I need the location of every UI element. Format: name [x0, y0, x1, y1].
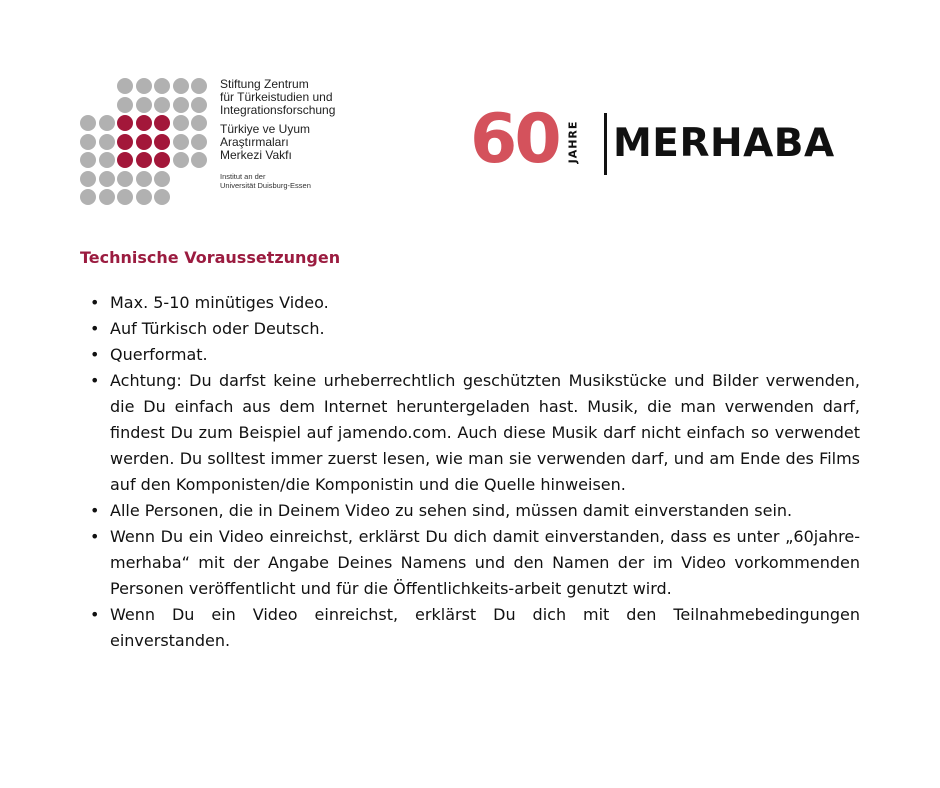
logo-dot-gray — [80, 189, 96, 205]
logo-dot-gray — [99, 171, 115, 187]
logo-dot-gray — [117, 78, 133, 94]
zfti-logo — [80, 78, 370, 208]
requirement-item: • Achtung: Du darfst keine urheberrechtlich geschützten Musikstücke und Bilder verwenden, die Du einfach aus dem Internet heruntergeladen hast. Musik, die man verwenden darf, findest Du zum Beispiel auf jamendo.com. Auch diese Musik darf nicht einfach so verwendet werden. Du solltest immer zuerst lesen, wie man sie verwenden darf, und am Ende des Films auf den Komponisten/die Komponistin und die Quelle hinweisen. — [110, 368, 860, 498]
logo-dot-gray — [80, 115, 96, 131]
logo-dot-red — [117, 134, 133, 150]
logo-dot-red — [117, 115, 133, 131]
institute-line: Universität Duisburg-Essen — [220, 180, 311, 190]
org-name-de-line: für Türkeistudien und — [220, 90, 333, 104]
logo-dot-gray — [173, 152, 189, 168]
logo-dot-gray — [136, 171, 152, 187]
logo-dot-gray — [99, 115, 115, 131]
logo-dot-gray — [173, 97, 189, 113]
logo-dot-gray — [136, 189, 152, 205]
logo-dot-gray — [136, 78, 152, 94]
requirement-item: • Alle Personen, die in Deinem Video zu sehen sind, müssen damit einverstanden sein. — [110, 498, 860, 524]
requirement-item: • Auf Türkisch oder Deutsch. — [110, 316, 860, 342]
logo-dot-gray — [80, 171, 96, 187]
logo-dot-red — [117, 152, 133, 168]
logo-dot-gray — [99, 134, 115, 150]
logo-dot-gray — [117, 97, 133, 113]
requirement-item: • Max. 5-10 minütiges Video. — [110, 290, 860, 316]
logo-dot-gray — [117, 189, 133, 205]
logo-dot-gray — [136, 97, 152, 113]
logo-dot-red — [154, 115, 170, 131]
logo-merhaba: MERHABA — [613, 121, 835, 166]
logo-dot-gray — [154, 189, 170, 205]
logo-dot-gray — [154, 171, 170, 187]
org-name-tr-line: Türkiye ve Uyum — [220, 122, 311, 136]
section-title: Technische Voraussetzungen — [80, 248, 341, 267]
logo-number-60: 60 — [470, 100, 559, 179]
60-jahre-merhaba-logo — [470, 100, 865, 180]
logo-dot-gray — [154, 97, 170, 113]
logo-dot-gray — [99, 189, 115, 205]
org-name-tr-line: Araştırmaları — [220, 135, 289, 149]
logo-jahre: JAHRE — [566, 120, 580, 164]
requirements-list — [80, 290, 860, 654]
requirement-item: • Wenn Du ein Video einreichst, erklärst Du dich damit einverstanden, dass es unter „60jahre-merhaba“ mit der Angabe Deines Namens und den Namen der im Video vorkommenden Personen veröffentlicht und für die Öffentlichkeits-arbeit genutzt wird. — [110, 524, 860, 602]
org-name-de-line: Integrationsforschung — [220, 103, 336, 117]
logo-dot-red — [136, 134, 152, 150]
logo-dot-gray — [117, 171, 133, 187]
org-name-tr-line: Merkezi Vakfı — [220, 148, 292, 162]
logo-dot-gray — [191, 78, 207, 94]
zfti-dot-mark — [80, 78, 220, 208]
logo-dot-gray — [99, 152, 115, 168]
logo-dot-gray — [191, 134, 207, 150]
logo-dot-gray — [173, 115, 189, 131]
logo-dot-gray — [191, 115, 207, 131]
logo-divider — [604, 113, 607, 175]
zfti-name — [220, 78, 335, 190]
requirement-item: • Wenn Du ein Video einreichst, erklärst Du dich mit den Teilnahmebedingungen einverstanden. — [110, 602, 860, 654]
logo-dot-gray — [154, 78, 170, 94]
logo-dot-gray — [191, 152, 207, 168]
logo-dot-gray — [173, 78, 189, 94]
logo-dot-gray — [191, 97, 207, 113]
logo-dot-red — [136, 115, 152, 131]
logo-dot-gray — [80, 152, 96, 168]
org-name-de-line: Stiftung Zentrum — [220, 77, 309, 91]
institute-line: Institut an der — [220, 172, 266, 181]
logo-dot-red — [136, 152, 152, 168]
logo-dot-red — [154, 134, 170, 150]
logo-dot-gray — [80, 134, 96, 150]
requirement-item: • Querformat. — [110, 342, 860, 368]
logo-dot-gray — [173, 134, 189, 150]
logo-dot-red — [154, 152, 170, 168]
